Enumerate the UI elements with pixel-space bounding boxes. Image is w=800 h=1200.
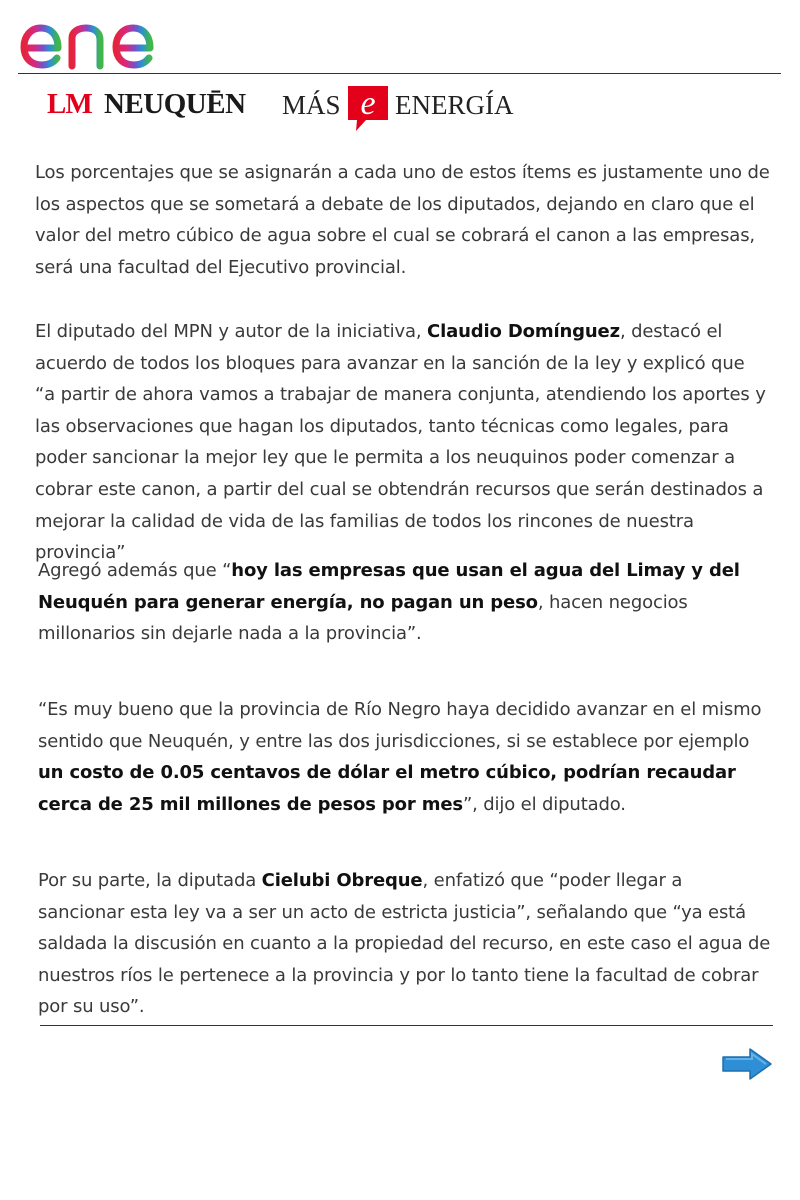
- cost-highlight: un costo de 0.05 centavos de dólar el metro cúbico, podrían recaudar cerca de 25 mil millones de pesos por mes: [38, 762, 736, 815]
- masthead-logo: [47, 82, 647, 134]
- energia-badge-icon: [344, 82, 392, 134]
- name-cielubi-obreque: Cielubi Obreque: [261, 870, 423, 891]
- energia-badge-letter: e: [360, 85, 376, 122]
- header-divider: [18, 73, 781, 74]
- article-paragraph-4: “Es muy bueno que la provincia de Río Negro haya decidido avanzar en el mismo sentido que Neuquén, y entre las dos jurisdicciones, si se establece por ejemplo un costo de 0.05 centavos de dólar el metro cúbico, podrían recaudar cerca de 25 mil millones de pesos por mes”, dijo el diputado.: [38, 699, 762, 815]
- masthead-energia: ENERGÍA: [395, 90, 514, 120]
- masthead-mas: MÁS: [282, 90, 341, 120]
- article-paragraph-1: Los porcentajes que se asignarán a cada uno de estos ítems es justamente uno de los aspectos que se sometará a debate de los diputados, dejando en claro que el valor del metro cúbico de agua sobre el cual se cobrará el canon a las empresas, será una facultad del Ejecutivo provincial.: [35, 162, 770, 278]
- name-claudio-dominguez: Claudio Domínguez: [427, 321, 620, 342]
- arrow-right-icon[interactable]: [720, 1046, 774, 1082]
- article-paragraph-5: Por su parte, la diputada Cielubi Obreque, enfatizó que “poder llegar a sancionar esta ley va a ser un acto de estricta justicia”, señalando que “ya está saldada la discusión en cuanto a la propiedad del recurso, en este caso el agua de nuestros ríos le pertenece a la provincia y por lo tanto tiene la facultad de cobrar por su uso”.: [38, 870, 771, 1018]
- masthead-neuquen: NEUQUĒN: [104, 88, 246, 120]
- quote-highlight: hoy las empresas que usan el agua del Limay y del Neuquén para generar energía, no pagan un peso: [38, 560, 740, 613]
- article-paragraph-3: Agregó además que “hoy las empresas que usan el agua del Limay y del Neuquén para generar energía, no pagan un peso, hacen negocios millonarios sin dejarle nada a la provincia”.: [38, 560, 740, 645]
- enel-logo: [16, 4, 196, 70]
- article-paragraph-2: El diputado del MPN y autor de la iniciativa, Claudio Domínguez, destacó el acuerdo de todos los bloques para avanzar en la sanción de la ley y explicó que “a partir de ahora vamos a trabajar de manera conjunta, atendiendo los aportes y las observaciones que hagan los diputados, tanto técnicas como legales, para poder sancionar la mejor ley que le permita a los neuquinos poder comenzar a cobrar este canon, a partir del cual se obtendrán recursos que serán destinados a mejorar la calidad de vida de las familias de todos los rincones de nuestra provincia”: [35, 321, 766, 564]
- footer-divider: [40, 1025, 773, 1026]
- masthead-lm: LM: [47, 88, 92, 120]
